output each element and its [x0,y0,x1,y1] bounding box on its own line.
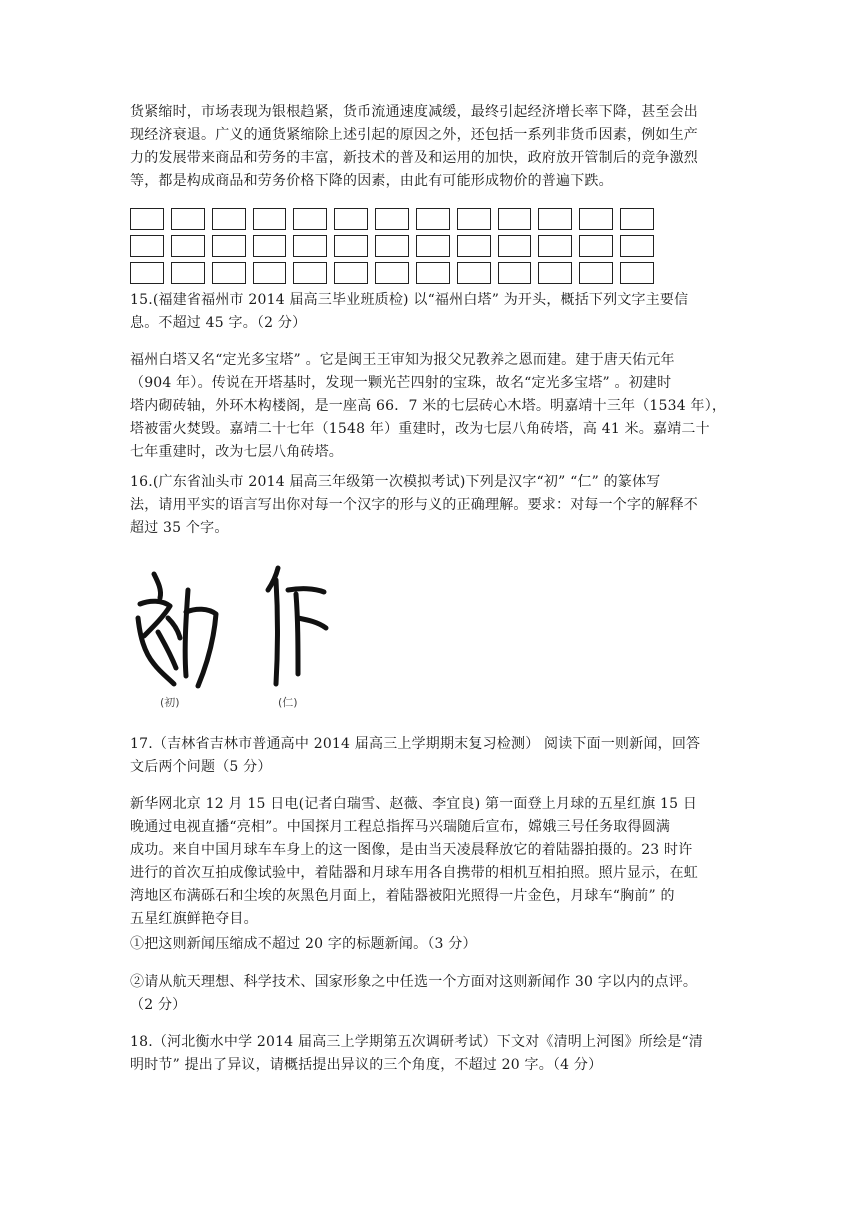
q17-prompt-line: 17.（吉林省吉林市普通高中 2014 届高三上学期期末复习检测） 阅读下面一则新闻，回答 [130,736,701,752]
answer-grid-cell[interactable] [579,208,613,230]
seal-script-image [128,560,340,718]
q15-passage-line: 塔内砌砖轴，外环木构楼阁，是一座高 66．7 米的七层砖心木塔。明嘉靖十三年（1534 年）， [130,398,727,414]
seal-glyph-ren [268,568,326,684]
q17-passage-line: 成功。来自中国月球车车身上的这一图像，是由当天凌晨释放它的着陆器拍摄的。23 时许 [130,842,693,858]
answer-grid-cell[interactable] [253,262,287,284]
answer-grid-cell[interactable] [253,235,287,257]
intro-line: 等，都是构成商品和劳务价格下降的因素，由此有可能形成物价的普遍下跌。 [130,173,613,189]
answer-grid-cell[interactable] [293,208,327,230]
answer-grid-cell[interactable] [457,235,491,257]
q16-prompt-line: 16.(广东省汕头市 2014 届高三年级第一次模拟考试)下列是汉字“初” “仁” 的篆体写 [130,474,661,490]
q17-prompt [130,733,730,779]
answer-grid-cell[interactable] [620,262,654,284]
q17-sub2 [130,971,730,1017]
answer-grid-cell[interactable] [253,208,287,230]
answer-grid-cell[interactable] [212,208,246,230]
seal-script-figure [128,560,340,718]
q17-passage-line: 新华网北京 12 月 15 日电(记者白瑞雪、赵薇、李宜良) 第一面登上月球的五星红旗 15 日 [130,796,698,812]
answer-grid-cell[interactable] [620,235,654,257]
q17-passage [130,793,730,931]
q15-passage [130,349,730,464]
q18-prompt-line: 明时节” 提出了异议，请概括提出异议的三个角度，不超过 20 字。（4 分） [130,1057,603,1073]
intro-line: 现经济衰退。广义的通货紧缩除上述引起的原因之外，还包括一系列非货币因素，例如生产 [130,127,698,143]
q16-prompt [130,471,730,540]
answer-grid-cell[interactable] [171,235,205,257]
answer-grid-cell[interactable] [334,235,368,257]
q17-passage-line: 湾地区布满砾石和尘埃的灰黑色月面上，着陆器被阳光照得一片金色，月球车“胸前” 的 [130,888,675,904]
answer-grid-cell[interactable] [457,208,491,230]
answer-grid-cell[interactable] [538,208,572,230]
answer-grid-cell[interactable] [212,262,246,284]
answer-grid-cell[interactable] [334,262,368,284]
answer-grid-cell[interactable] [293,262,327,284]
answer-grid-cell[interactable] [130,208,164,230]
answer-grid-row [130,208,654,230]
seal-caption-ren: (仁) [278,696,298,709]
answer-grid-cell[interactable] [538,235,572,257]
answer-grid-cell[interactable] [498,235,532,257]
q17-passage-line: 进行的首次互拍成像试验中，着陆器和月球车用各自携带的相机互相拍照。照片显示，在虹 [130,865,698,881]
answer-grid-row [130,235,654,257]
answer-grid-cell[interactable] [579,262,613,284]
q18-prompt-line: 18.（河北衡水中学 2014 届高三上学期第五次调研考试）下文对《清明上河图》所绘是“清 [130,1034,703,1050]
intro-paragraph [130,101,730,193]
q15-prompt-line: 息。不超过 45 字。（2 分） [130,315,307,331]
answer-grid-cell[interactable] [212,235,246,257]
q15-passage-line: （904 年）。传说在开塔基时，发现一颗光芒四射的宝珠，故名“定光多宝塔” 。初建时 [130,375,672,391]
seal-caption-chu: (初) [160,696,180,709]
answer-grid-cell[interactable] [620,208,654,230]
intro-line: 力的发展带来商品和劳务的丰富，新技术的普及和运用的加快，政府放开管制后的竞争激烈 [130,150,698,166]
q18-prompt [130,1031,730,1077]
q17-prompt-line: 文后两个问题（5 分） [130,759,272,775]
q15-passage-line: 七年重建时，改为七层八角砖塔。 [130,444,343,460]
q15-passage-line: 塔被雷火焚毁。嘉靖二十七年（1548 年）重建时，改为七层八角砖塔，高 41 米。嘉靖二十 [130,421,710,437]
answer-grid-cell[interactable] [457,262,491,284]
answer-grid-row [130,262,654,284]
answer-grid-cell[interactable] [416,235,450,257]
answer-grid-cell[interactable] [375,235,409,257]
q15-prompt-line: 15.(福建省福州市 2014 届高三毕业班质检) 以“福州白塔” 为开头，概括下列文字主要信 [130,292,689,308]
answer-grid-cell[interactable] [171,262,205,284]
answer-grid-cell[interactable] [375,208,409,230]
q16-prompt-line: 超过 35 个字。 [130,520,229,536]
answer-grid-cell[interactable] [498,262,532,284]
q17-passage-line: 晚通过电视直播“亮相”。中国探月工程总指挥马兴瑞随后宣布，嫦娥三号任务取得圆满 [130,819,671,835]
intro-line: 货紧缩时，市场表现为银根趋紧，货币流通速度减缓，最终引起经济增长率下降，甚至会出 [130,104,698,120]
answer-grid-cell[interactable] [130,262,164,284]
q16-prompt-line: 法，请用平实的语言写出你对每一个汉字的形与义的正确理解。要求：对每一个字的解释不 [130,497,698,513]
seal-glyph-chu [138,574,216,686]
answer-grid-cell[interactable] [538,262,572,284]
q17-sub2-line: ②请从航天理想、科学技术、国家形象之中任选一个方面对这则新闻作 30 字以内的点评。 [130,974,698,990]
answer-grid-cell[interactable] [130,235,164,257]
answer-grid [130,208,654,284]
q17-sub1-line: ①把这则新闻压缩成不超过 20 字的标题新闻。（3 分） [130,936,477,952]
q15-prompt [130,289,730,335]
answer-grid-cell[interactable] [375,262,409,284]
q17-sub1 [130,933,730,956]
answer-grid-cell[interactable] [416,208,450,230]
answer-grid-cell[interactable] [579,235,613,257]
q15-passage-line: 福州白塔又名“定光多宝塔” 。它是闽王王审知为报父兄教养之恩而建。建于唐天佑元年 [130,352,675,368]
q17-passage-line: 五星红旗鲜艳夺目。 [130,911,258,927]
answer-grid-cell[interactable] [334,208,368,230]
answer-grid-cell[interactable] [293,235,327,257]
answer-grid-cell[interactable] [171,208,205,230]
answer-grid-cell[interactable] [416,262,450,284]
q17-sub2-line: （2 分） [130,997,187,1013]
answer-grid-cell[interactable] [498,208,532,230]
